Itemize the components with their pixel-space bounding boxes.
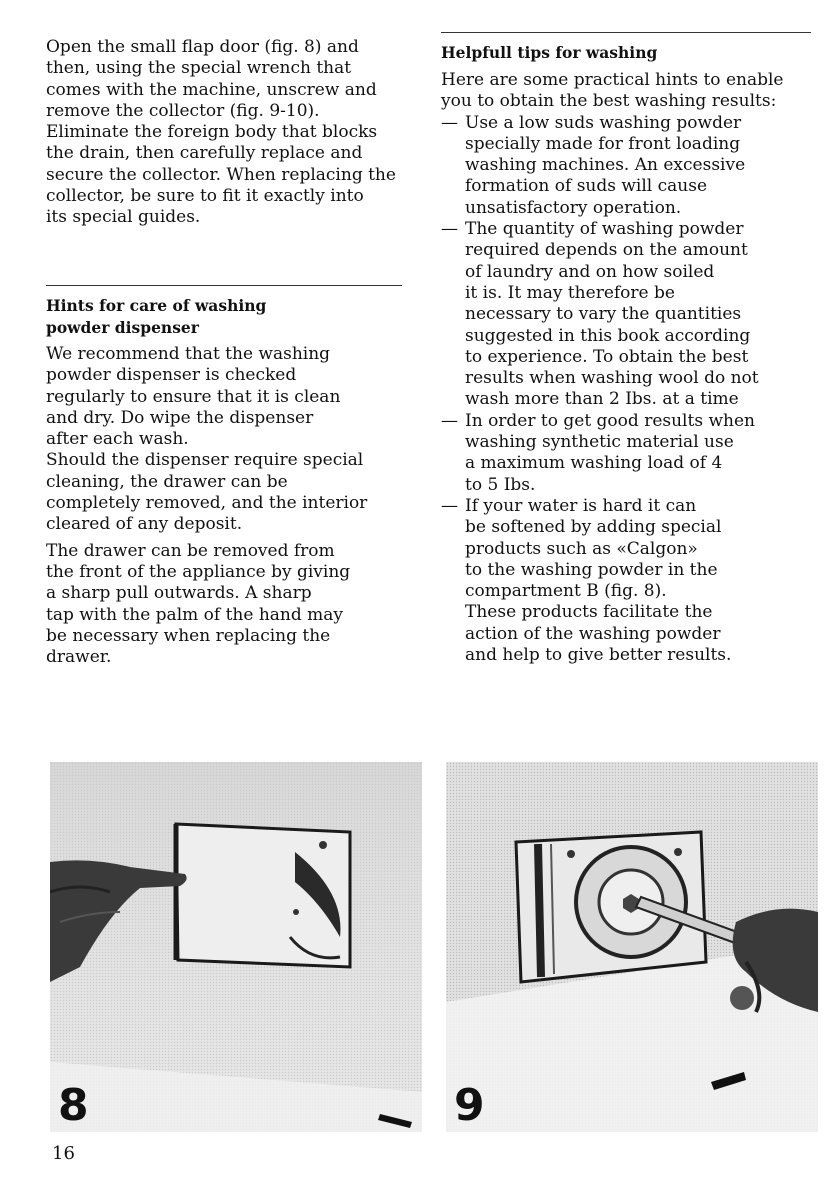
text-line: necessary to vary the quantities bbox=[465, 304, 742, 325]
text-line: Here are some practical hints to enable bbox=[441, 70, 784, 90]
section-rule-left bbox=[46, 285, 402, 286]
text-line: a maximum washing load of 4 bbox=[465, 453, 723, 474]
tip-item bbox=[441, 496, 811, 666]
text-line: compartment B (fig. 8). bbox=[465, 581, 667, 602]
text-line: These products facilitate the bbox=[465, 602, 713, 623]
text-line: tap with the palm of the hand may bbox=[46, 604, 344, 625]
text-line: remove the collector (fig. 9-10). bbox=[46, 100, 320, 121]
text-line: completely removed, and the interior bbox=[46, 493, 368, 514]
text-line: then, using the special wrench that bbox=[46, 58, 352, 79]
text-line: The quantity of washing powder bbox=[465, 219, 744, 240]
text-line: cleaning, the drawer can be bbox=[46, 471, 288, 492]
wrench-collector-illustration bbox=[446, 762, 818, 1132]
bullet-dash: — bbox=[441, 219, 458, 240]
text-line: In order to get good results when bbox=[465, 410, 755, 431]
text-line: the front of the appliance by giving bbox=[46, 561, 351, 582]
tip-item bbox=[441, 219, 811, 411]
text-line: Open the small flap door (fig. 8) and bbox=[46, 37, 359, 57]
text-line: suggested in this book according bbox=[465, 325, 751, 346]
bullet-dash: — bbox=[441, 112, 458, 133]
dispenser-paragraph-1 bbox=[46, 344, 416, 536]
bullet-dash: — bbox=[441, 495, 458, 516]
text-line: it is. It may therefore be bbox=[465, 282, 675, 303]
dispenser-paragraph-2 bbox=[46, 541, 416, 669]
text-line: collector, be sure to fit it exactly into bbox=[46, 186, 364, 207]
text-line: If your water is hard it can bbox=[465, 495, 697, 516]
text-line: Eliminate the foreign body that blocks bbox=[46, 122, 378, 143]
text-line: formation of suds will cause bbox=[465, 176, 708, 197]
text-line: the drain, then carefully replace and bbox=[46, 143, 363, 164]
text-line: powder dispenser is checked bbox=[46, 365, 297, 386]
tip-item bbox=[441, 411, 811, 496]
figure-8-number: 8 bbox=[58, 1080, 89, 1131]
text-line: to experience. To obtain the best bbox=[465, 346, 749, 367]
figure-9-number: 9 bbox=[454, 1080, 485, 1131]
text-line: washing synthetic material use bbox=[465, 432, 734, 453]
text-line: required depends on the amount bbox=[465, 240, 748, 261]
text-line: action of the washing powder bbox=[465, 623, 721, 644]
text-line: to 5 Ibs. bbox=[465, 474, 536, 495]
figure-8-photo bbox=[50, 762, 422, 1132]
tip-item bbox=[441, 113, 811, 219]
bullet-dash: — bbox=[441, 410, 458, 431]
text-line: drawer. bbox=[46, 647, 112, 668]
text-line: wash more than 2 Ibs. at a time bbox=[465, 389, 739, 410]
right-column bbox=[441, 42, 811, 666]
text-line: secure the collector. When replacing the bbox=[46, 164, 396, 185]
text-line: and dry. Do wipe the dispenser bbox=[46, 407, 314, 428]
text-line: washing machines. An excessive bbox=[465, 155, 746, 176]
text-line: regularly to ensure that it is clean bbox=[46, 386, 341, 407]
text-line: its special guides. bbox=[46, 207, 201, 228]
text-line: Use a low suds washing powder bbox=[465, 112, 742, 133]
collector-instructions bbox=[46, 37, 416, 229]
text-line: unsatisfactory operation. bbox=[465, 197, 682, 218]
text-line: Should the dispenser require special bbox=[46, 450, 364, 471]
washing-tips-heading: Helpfull tips for washing bbox=[441, 43, 658, 62]
text-line: comes with the machine, unscrew and bbox=[46, 79, 377, 100]
text-line: of laundry and on how soiled bbox=[465, 261, 715, 282]
page-number: 16 bbox=[52, 1143, 75, 1164]
top-rule-right bbox=[441, 32, 811, 33]
text-line: results when washing wool do not bbox=[465, 368, 759, 389]
text-line: cleared of any deposit. bbox=[46, 514, 243, 535]
washing-tips-intro bbox=[441, 70, 811, 113]
text-line: specially made for front loading bbox=[465, 133, 741, 154]
text-line: We recommend that the washing bbox=[46, 344, 331, 364]
dispenser-section bbox=[46, 295, 416, 668]
text-line: products such as «Calgon» bbox=[465, 538, 698, 559]
heading-line: powder dispenser bbox=[46, 318, 199, 337]
text-line: you to obtain the best washing results: bbox=[441, 91, 777, 112]
left-column bbox=[46, 37, 416, 229]
flap-door-illustration bbox=[50, 762, 422, 1132]
text-line: The drawer can be removed from bbox=[46, 540, 335, 561]
text-line: after each wash. bbox=[46, 429, 189, 450]
text-line: a sharp pull outwards. A sharp bbox=[46, 583, 312, 604]
text-line: to the washing powder in the bbox=[465, 559, 718, 580]
heading-line: Hints for care of washing bbox=[46, 296, 267, 315]
text-line: and help to give better results. bbox=[465, 645, 732, 666]
text-line: be softened by adding special bbox=[465, 517, 722, 538]
figure-9-photo bbox=[446, 762, 818, 1132]
dispenser-heading bbox=[46, 295, 416, 339]
text-line: be necessary when replacing the bbox=[46, 625, 331, 646]
